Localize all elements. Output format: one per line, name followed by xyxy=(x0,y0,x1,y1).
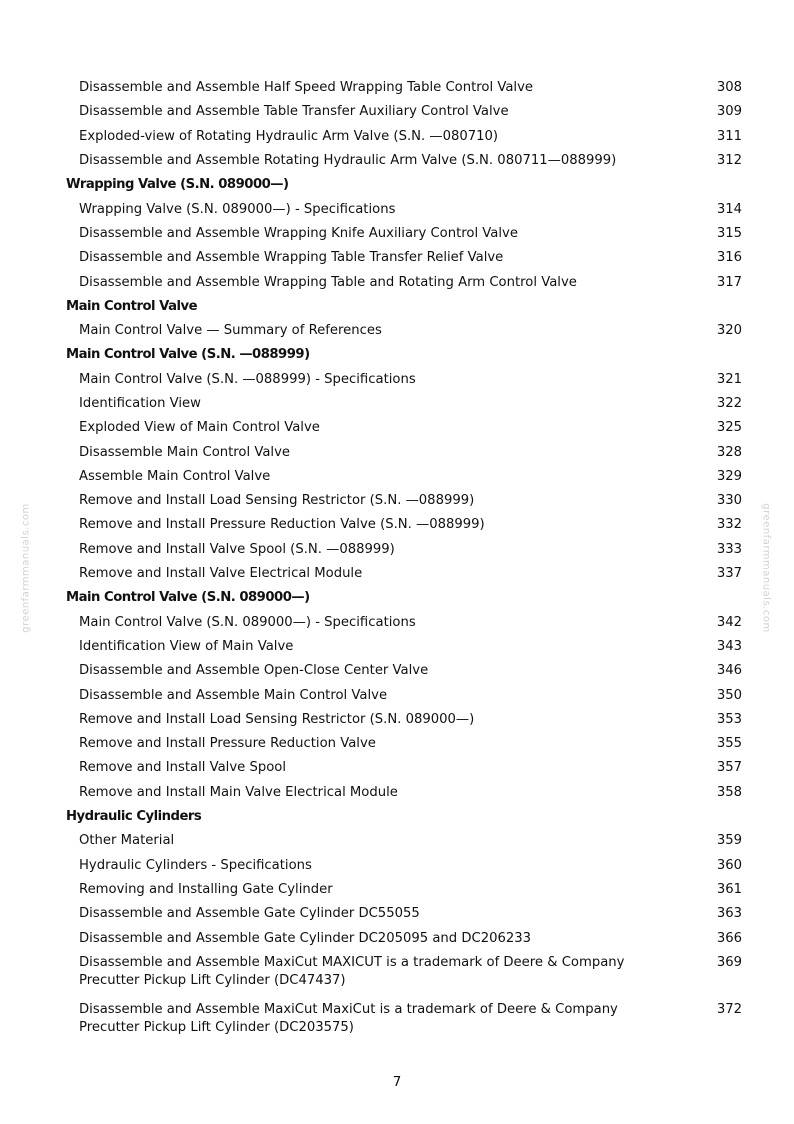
toc-entry-title: Disassemble and Assemble Rotating Hydraulic Arm Valve (S.N. 080711—088999) xyxy=(79,153,617,169)
toc-entry-title: Remove and Install Valve Electrical Module xyxy=(79,566,363,582)
toc-entry-title: Remove and Install Main Valve Electrical Module xyxy=(79,784,398,800)
toc-entry-title: Removing and Installing Gate Cylinder xyxy=(79,881,333,897)
toc-entry[interactable] xyxy=(66,489,742,513)
toc-entry-title: Remove and Install Pressure Reduction Valve xyxy=(79,736,376,752)
toc-entry-page: 359 xyxy=(716,833,742,849)
toc-entry[interactable] xyxy=(66,100,742,124)
toc-entry[interactable] xyxy=(66,854,742,878)
toc-entry-page: 360 xyxy=(716,857,742,873)
toc-section-heading: Main Control Valve (S.N. 089000—) xyxy=(66,590,310,606)
toc-entry-title: Identification View of Main Valve xyxy=(79,638,294,654)
toc-entry-page: 361 xyxy=(716,881,742,897)
toc-entry-title: Remove and Install Valve Spool (S.N. —088999) xyxy=(79,541,395,557)
toc-entry-title: Disassemble and Assemble Wrapping Table and Rotating Arm Control Valve xyxy=(79,274,577,290)
toc-entry[interactable] xyxy=(66,197,742,221)
toc-entry[interactable] xyxy=(66,562,742,586)
toc-entry-page: 358 xyxy=(716,784,742,800)
toc-entry-title: Main Control Valve (S.N. 089000—) - Specifications xyxy=(79,614,416,630)
toc-entry[interactable] xyxy=(66,149,742,173)
toc-entry[interactable] xyxy=(66,270,742,294)
toc-entry-page: 357 xyxy=(716,760,742,776)
toc-entry-page: 355 xyxy=(716,736,742,752)
toc-entry-title: Wrapping Valve (S.N. 089000—) - Specifications xyxy=(79,201,396,217)
toc-entry[interactable] xyxy=(66,708,742,732)
toc-entry[interactable] xyxy=(66,319,742,343)
table-of-contents xyxy=(66,76,742,1045)
toc-entry-title: Exploded-view of Rotating Hydraulic Arm Valve (S.N. —080710) xyxy=(79,128,499,144)
toc-entry[interactable] xyxy=(66,998,742,1045)
toc-entry-title: Remove and Install Valve Spool xyxy=(79,760,286,776)
toc-entry-title: Disassemble and Assemble Half Speed Wrapping Table Control Valve xyxy=(79,80,533,96)
toc-entry[interactable] xyxy=(66,246,742,270)
watermark-right: greenfarmmanuals.com xyxy=(760,503,772,633)
toc-entry-title: Disassemble Main Control Valve xyxy=(79,444,291,460)
toc-entry-page: 322 xyxy=(716,396,742,411)
toc-entry-page: 342 xyxy=(716,614,742,630)
toc-entry-page: 369 xyxy=(716,954,742,970)
toc-entry-title: Disassemble and Assemble Wrapping Knife Auxiliary Control Valve xyxy=(79,225,518,241)
toc-entry-page: 311 xyxy=(716,128,742,144)
toc-entry-page: 330 xyxy=(716,493,742,509)
toc-entry-page: 314 xyxy=(716,201,742,217)
toc-entry-page: 320 xyxy=(716,323,742,339)
toc-entry-title: Main Control Valve — Summary of References xyxy=(79,323,382,339)
toc-entry[interactable] xyxy=(66,416,742,440)
toc-entry-title: Main Control Valve (S.N. —088999) - Specifications xyxy=(79,371,416,387)
toc-entry[interactable] xyxy=(66,440,742,464)
toc-entry-title: Remove and Install Load Sensing Restrictor (S.N. 089000—) xyxy=(79,711,475,727)
toc-entry[interactable] xyxy=(66,368,742,392)
toc-entry[interactable] xyxy=(66,125,742,149)
toc-entry-page: 328 xyxy=(716,444,742,460)
toc-entry-title: Other Material xyxy=(79,833,175,849)
toc-section-heading: Main Control Valve xyxy=(66,298,198,314)
toc-entry-page: 332 xyxy=(716,517,742,533)
toc-entry[interactable] xyxy=(66,635,742,659)
toc-entry[interactable] xyxy=(66,465,742,489)
toc-entry-page: 366 xyxy=(716,930,742,946)
toc-entry[interactable] xyxy=(66,222,742,246)
toc-entry-page: 350 xyxy=(716,687,742,703)
toc-entry[interactable] xyxy=(66,611,742,635)
toc-entry-title: Disassemble and Assemble Table Transfer Auxiliary Control Valve xyxy=(79,104,509,120)
toc-entry-title: Disassemble and Assemble Wrapping Table Transfer Relief Valve xyxy=(79,250,504,266)
toc-entry-page: 312 xyxy=(716,153,742,169)
toc-entry-page: 346 xyxy=(716,663,742,679)
toc-entry-page: 337 xyxy=(716,566,742,582)
toc-entry[interactable] xyxy=(66,659,742,683)
toc-entry-title: Disassemble and Assemble MaxiCut MaxiCut is a trademark of Deere & Company Precutter Pickup Lift Cylinder (DC203575) xyxy=(79,1001,618,1035)
toc-entry-title: Hydraulic Cylinders - Specifications xyxy=(79,857,312,873)
toc-entry-title: Disassemble and Assemble Gate Cylinder DC205095 and DC206233 xyxy=(79,930,532,946)
toc-entry-page: 353 xyxy=(716,711,742,727)
toc-entry[interactable] xyxy=(66,902,742,926)
toc-entry-title: Disassemble and Assemble Open-Close Center Valve xyxy=(79,663,429,679)
toc-entry-title: Assemble Main Control Valve xyxy=(79,468,271,484)
toc-entry[interactable] xyxy=(66,538,742,562)
toc-entry[interactable] xyxy=(66,392,742,416)
toc-entry[interactable] xyxy=(66,781,742,805)
toc-entry[interactable] xyxy=(66,513,742,537)
toc-entry-page: 329 xyxy=(716,468,742,484)
toc-entry-page: 343 xyxy=(716,638,742,654)
toc-entry-title: Exploded View of Main Control Valve xyxy=(79,420,320,436)
toc-entry[interactable] xyxy=(66,756,742,780)
toc-section-heading: Hydraulic Cylinders xyxy=(66,809,202,825)
toc-section-heading: Main Control Valve (S.N. —088999) xyxy=(66,347,310,363)
toc-entry[interactable] xyxy=(66,76,742,100)
toc-entry-title: Remove and Install Load Sensing Restrictor (S.N. —088999) xyxy=(79,493,475,509)
watermark-left: greenfarmmanuals.com xyxy=(20,503,32,633)
toc-entry-title: Disassemble and Assemble Gate Cylinder DC55055 xyxy=(79,906,420,922)
toc-entry-page: 325 xyxy=(716,420,742,436)
toc-entry-page: 333 xyxy=(716,541,742,557)
toc-section-heading: Wrapping Valve (S.N. 089000—) xyxy=(66,177,289,193)
toc-entry-page: 316 xyxy=(716,250,742,266)
toc-entry[interactable] xyxy=(66,683,742,707)
toc-entry-title: Disassemble and Assemble MaxiCut MAXICUT is a trademark of Deere & Company Precutter Pickup Lift Cylinder (DC47437) xyxy=(79,954,625,988)
toc-entry-page: 317 xyxy=(716,274,742,290)
toc-entry-title: Remove and Install Pressure Reduction Valve (S.N. —088999) xyxy=(79,517,485,533)
toc-entry[interactable] xyxy=(66,732,742,756)
toc-entry[interactable] xyxy=(66,878,742,902)
toc-entry-page: 321 xyxy=(716,371,742,387)
toc-entry-page: 363 xyxy=(716,906,742,922)
toc-entry[interactable] xyxy=(66,951,742,998)
toc-entry-title: Identification View xyxy=(79,396,201,411)
toc-entry-title: Disassemble and Assemble Main Control Valve xyxy=(79,687,388,703)
toc-entry-page: 315 xyxy=(716,225,742,241)
toc-entry[interactable] xyxy=(66,829,742,853)
page-number: 7 xyxy=(392,1074,402,1090)
toc-entry-page: 308 xyxy=(716,80,742,96)
toc-entry[interactable] xyxy=(66,926,742,950)
toc-entry-page: 372 xyxy=(716,1001,742,1017)
toc-entry-page: 309 xyxy=(716,104,742,120)
